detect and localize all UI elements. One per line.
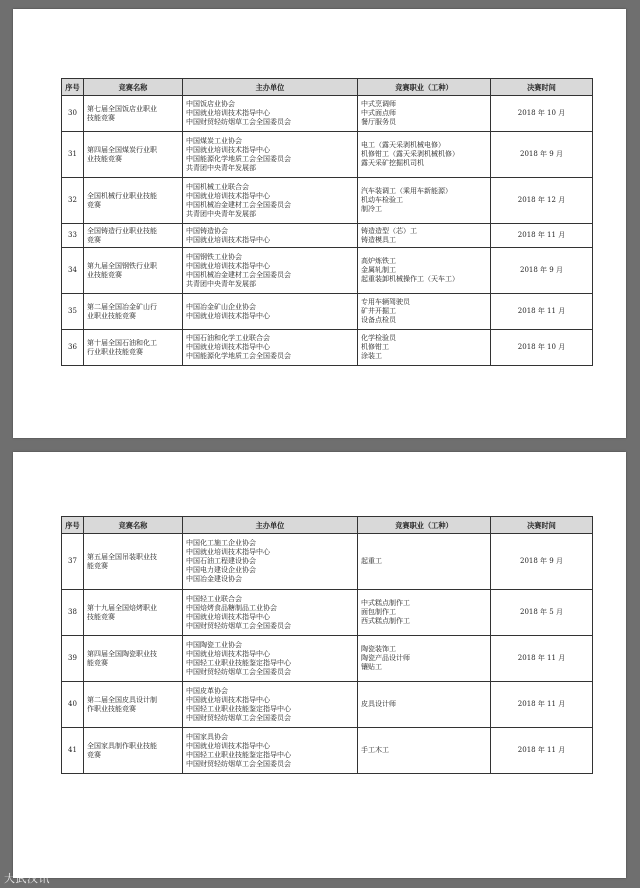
- occupation-list: [358, 294, 491, 330]
- occupation-list: [358, 330, 491, 366]
- row-number: 30: [62, 96, 84, 132]
- occupation-list: [358, 590, 491, 636]
- occupation-list-line: 中式糕点制作工: [361, 599, 410, 607]
- organizer-list-line: 中国轻工业职业技能鉴定指导中心: [186, 704, 291, 713]
- organizer-list-line: 中国石油工程建设协会: [186, 557, 256, 565]
- organizer-list: [183, 294, 358, 330]
- competition-name-line: 技能竞赛: [87, 113, 115, 122]
- document-page-2: [13, 452, 626, 878]
- organizer-list-line: 中国石油和化学工业联合会: [186, 334, 270, 342]
- organizer-list-line: 中国钢铁工业协会: [186, 252, 242, 261]
- organizer-list-line: 中国就业培训技术指导中心: [186, 548, 270, 556]
- table-row: [62, 132, 593, 178]
- organizer-list: [183, 728, 358, 774]
- header-occupations: 竞赛职业（工种）: [358, 79, 491, 96]
- row-number: 33: [62, 224, 84, 248]
- occupation-list-line: 陶瓷装饰工: [361, 645, 396, 653]
- header-no: 序号: [62, 79, 84, 96]
- table-header-row: [62, 79, 593, 96]
- document-page-1: [13, 9, 626, 438]
- table-row: [62, 294, 593, 330]
- final-time: 2018 年 11 月: [491, 728, 593, 774]
- header-name: 竞赛名称: [84, 517, 183, 534]
- competition-name-line: 能竞赛: [87, 561, 108, 570]
- competition-name-line: 第七届全国饭店业职业: [87, 104, 157, 113]
- occupation-list-line: 高炉炼铁工: [361, 257, 396, 265]
- header-organizers: 主办单位: [183, 79, 358, 96]
- row-number: 35: [62, 294, 84, 330]
- table-row: [62, 534, 593, 590]
- organizer-list-line: 中国皮革协会: [186, 686, 228, 695]
- organizer-list-line: 中国就业培训技术指导中心: [186, 741, 270, 750]
- organizer-list-line: 共青团中央青年发展部: [186, 279, 256, 288]
- final-time: 2018 年 11 月: [491, 224, 593, 248]
- row-number: 37: [62, 534, 84, 590]
- organizer-list-line: 中国就业培训技术指导中心: [186, 343, 270, 351]
- final-time: 2018 年 9 月: [491, 132, 593, 178]
- occupation-list-line: 镶贴工: [361, 663, 382, 671]
- occupation-list-line: 电工（露天采剥机械电修）: [361, 141, 445, 149]
- occupation-list: [358, 248, 491, 294]
- table-row: [62, 96, 593, 132]
- occupation-list-line: 设备点检员: [361, 316, 396, 324]
- competition-name: [84, 590, 183, 636]
- organizer-list-line: 中国饭店业协会: [186, 100, 235, 108]
- organizer-list-line: 中国机械冶金建材工会全国委员会: [186, 270, 291, 279]
- organizer-list-line: 中国化工施工企业协会: [186, 539, 256, 547]
- competition-name-line: 第四届全国陶瓷职业技: [87, 649, 157, 658]
- organizer-list-line: 中国就业培训技术指导中心: [186, 109, 270, 117]
- competition-table-1: [61, 78, 593, 366]
- watermark-text: 大武汉讯: [4, 872, 50, 885]
- row-number: 34: [62, 248, 84, 294]
- occupation-list-line: 中式面点师: [361, 109, 396, 117]
- competition-name-line: 全国家具制作职业技能: [87, 741, 157, 750]
- competition-name-line: 行业职业技能竞赛: [87, 347, 143, 356]
- organizer-list-line: 中国就业培训技术指导中心: [186, 235, 270, 244]
- competition-name-line: 第九届全国钢铁行业职: [87, 261, 157, 270]
- row-number: 39: [62, 636, 84, 682]
- occupation-list-line: 中式烹调师: [361, 100, 396, 108]
- occupation-list: [358, 96, 491, 132]
- competition-name: [84, 248, 183, 294]
- final-time: 2018 年 9 月: [491, 534, 593, 590]
- occupation-list-line: 机动车检验工: [361, 196, 403, 204]
- competition-name-line: 全国机械行业职业技能: [87, 191, 157, 200]
- occupation-list: [358, 682, 491, 728]
- competition-name: [84, 294, 183, 330]
- occupation-list-line: 陶瓷产品设计师: [361, 654, 410, 662]
- table-body-2: [62, 534, 593, 774]
- organizer-list-line: 中国机械工业联合会: [186, 182, 249, 191]
- table-row: [62, 178, 593, 224]
- competition-name-line: 业技能竞赛: [87, 270, 122, 279]
- occupation-list-line: 起重装卸机械操作工（天车工）: [361, 275, 459, 283]
- competition-name-line: 第二届全国冶金矿山行: [87, 302, 157, 311]
- occupation-list-line: 面包制作工: [361, 608, 396, 616]
- competition-name-line: 第四届全国煤炭行业职: [87, 145, 157, 154]
- organizer-list: [183, 330, 358, 366]
- header-no: 序号: [62, 517, 84, 534]
- competition-name-line: 技能竞赛: [87, 612, 115, 621]
- occupation-list: [358, 636, 491, 682]
- table-row: [62, 590, 593, 636]
- organizer-list: [183, 248, 358, 294]
- occupation-list-line: 铸造模具工: [361, 235, 396, 244]
- competition-name-line: 竞赛: [87, 235, 101, 244]
- organizer-list-line: 中国财贸轻纺烟草工会全国委员会: [186, 667, 291, 676]
- organizer-list-line: 中国就业培训技术指导中心: [186, 649, 270, 658]
- occupation-list-line: 矿井开掘工: [361, 307, 396, 315]
- organizer-list-line: 中国家具协会: [186, 732, 228, 741]
- occupation-list-line: 专用车辆驾驶员: [361, 298, 410, 306]
- occupation-list-line: 手工木工: [361, 746, 389, 754]
- competition-name-line: 业职业技能竞赛: [87, 311, 136, 320]
- competition-name-line: 业技能竞赛: [87, 154, 122, 163]
- organizer-list-line: 中国能源化学地质工会全国委员会: [186, 352, 291, 360]
- competition-name-line: 第五届全国吊装职业技: [87, 552, 157, 561]
- occupation-list-line: 皮具设计师: [361, 700, 396, 708]
- organizer-list-line: 中国就业培训技术指导中心: [186, 311, 270, 320]
- table-body-1: [62, 96, 593, 366]
- occupation-list-line: 起重工: [361, 557, 382, 565]
- competition-name: [84, 132, 183, 178]
- final-time: 2018 年 11 月: [491, 682, 593, 728]
- competition-name-line: 第十届全国石油和化工: [87, 338, 157, 347]
- row-number: 40: [62, 682, 84, 728]
- organizer-list-line: 中国轻工业职业技能鉴定指导中心: [186, 658, 291, 667]
- occupation-list-line: 机修钳工（露天采剥机械机修）: [361, 150, 459, 158]
- row-number: 32: [62, 178, 84, 224]
- competition-name: [84, 224, 183, 248]
- table-header-row: [62, 517, 593, 534]
- final-time: 2018 年 9 月: [491, 248, 593, 294]
- organizer-list: [183, 636, 358, 682]
- organizer-list: [183, 96, 358, 132]
- occupation-list-line: 汽车装调工（乘用车新能源）: [361, 187, 452, 195]
- organizer-list: [183, 682, 358, 728]
- occupation-list: [358, 534, 491, 590]
- competition-name-line: 全国铸造行业职业技能: [87, 226, 157, 235]
- organizer-list: [183, 590, 358, 636]
- table-row: [62, 224, 593, 248]
- competition-name: [84, 636, 183, 682]
- organizer-list-line: 中国财贸轻纺烟草工会全国委员会: [186, 621, 291, 630]
- competition-name-line: 竞赛: [87, 200, 101, 209]
- organizer-list-line: 中国煤炭工业协会: [186, 136, 242, 145]
- table-row: [62, 728, 593, 774]
- organizer-list-line: 中国铸造协会: [186, 226, 228, 235]
- organizer-list-line: 中国财贸轻纺烟草工会全国委员会: [186, 118, 291, 126]
- occupation-list-line: 铸造造型（芯）工: [361, 226, 417, 235]
- organizer-list-line: 中国财贸轻纺烟草工会全国委员会: [186, 759, 291, 768]
- header-occupations: 竞赛职业（工种）: [358, 517, 491, 534]
- table-row: [62, 682, 593, 728]
- occupation-list-line: 金属轧制工: [361, 266, 396, 274]
- header-name: 竞赛名称: [84, 79, 183, 96]
- organizer-list-line: 中国冶金矿山企业协会: [186, 302, 256, 311]
- organizer-list: [183, 178, 358, 224]
- competition-name-line: 能竞赛: [87, 658, 108, 667]
- occupation-list-line: 制冷工: [361, 205, 382, 213]
- organizer-list-line: 中国轻工业职业技能鉴定指导中心: [186, 750, 291, 759]
- header-time: 决赛时间: [491, 517, 593, 534]
- occupation-list-line: 涂装工: [361, 352, 382, 360]
- organizer-list-line: 中国陶瓷工业协会: [186, 640, 242, 649]
- organizer-list: [183, 224, 358, 248]
- organizer-list-line: 共青团中央青年发展部: [186, 209, 256, 218]
- organizer-list-line: 中国机械冶金建材工会全国委员会: [186, 200, 291, 209]
- competition-name-line: 第十九届全国焙烤职业: [87, 603, 157, 612]
- occupation-list: [358, 178, 491, 224]
- occupation-list-line: 西式糕点制作工: [361, 617, 410, 625]
- competition-table-2: [61, 516, 593, 774]
- header-organizers: 主办单位: [183, 517, 358, 534]
- organizer-list-line: 中国轻工业联合会: [186, 594, 242, 603]
- organizer-list-line: 中国电力建设企业协会: [186, 566, 256, 574]
- final-time: 2018 年 10 月: [491, 330, 593, 366]
- table-row: [62, 330, 593, 366]
- row-number: 36: [62, 330, 84, 366]
- organizer-list-line: 中国能源化学地质工会全国委员会: [186, 154, 291, 163]
- competition-name: [84, 96, 183, 132]
- header-time: 决赛时间: [491, 79, 593, 96]
- competition-name: [84, 728, 183, 774]
- final-time: 2018 年 12 月: [491, 178, 593, 224]
- occupation-list: [358, 132, 491, 178]
- occupation-list-line: 餐厅服务员: [361, 118, 396, 126]
- organizer-list: [183, 534, 358, 590]
- table-row: [62, 636, 593, 682]
- competition-name: [84, 330, 183, 366]
- organizer-list-line: 共青团中央青年发展部: [186, 163, 256, 172]
- occupation-list-line: 露天采矿挖掘机司机: [361, 159, 424, 167]
- organizer-list-line: 中国就业培训技术指导中心: [186, 145, 270, 154]
- competition-name: [84, 682, 183, 728]
- competition-name-line: 竞赛: [87, 750, 101, 759]
- occupation-list: [358, 224, 491, 248]
- organizer-list-line: 中国就业培训技术指导中心: [186, 261, 270, 270]
- final-time: 2018 年 10 月: [491, 96, 593, 132]
- competition-name: [84, 534, 183, 590]
- organizer-list-line: 中国财贸轻纺烟草工会全国委员会: [186, 713, 291, 722]
- occupation-list-line: 机修钳工: [361, 343, 389, 351]
- competition-name-line: 第二届全国皮具设计制: [87, 695, 157, 704]
- competition-name: [84, 178, 183, 224]
- occupation-list: [358, 728, 491, 774]
- organizer-list-line: 中国冶金建设协会: [186, 575, 242, 583]
- row-number: 38: [62, 590, 84, 636]
- final-time: 2018 年 5 月: [491, 590, 593, 636]
- occupation-list-line: 化学检验员: [361, 334, 396, 342]
- row-number: 41: [62, 728, 84, 774]
- final-time: 2018 年 11 月: [491, 294, 593, 330]
- organizer-list-line: 中国焙烤食品糖制品工业协会: [186, 603, 277, 612]
- organizer-list-line: 中国就业培训技术指导中心: [186, 695, 270, 704]
- table-row: [62, 248, 593, 294]
- competition-name-line: 作职业技能竞赛: [87, 704, 136, 713]
- organizer-list-line: 中国就业培训技术指导中心: [186, 191, 270, 200]
- organizer-list-line: 中国就业培训技术指导中心: [186, 612, 270, 621]
- organizer-list: [183, 132, 358, 178]
- row-number: 31: [62, 132, 84, 178]
- final-time: 2018 年 11 月: [491, 636, 593, 682]
